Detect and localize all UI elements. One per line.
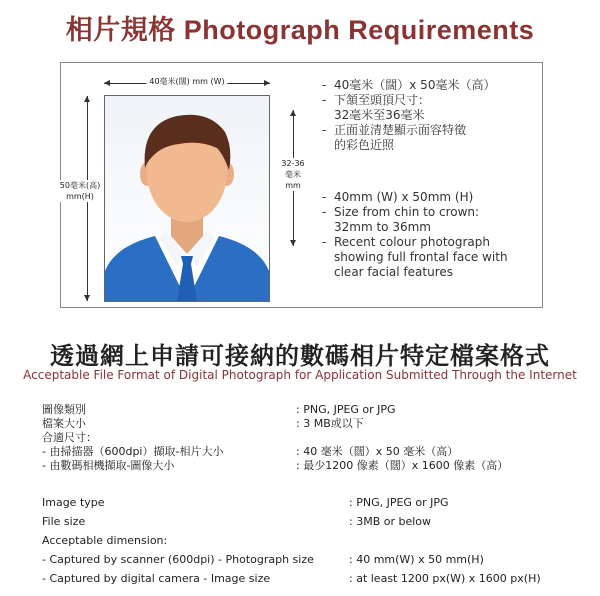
height-label: 50毫米(高) mm(H) bbox=[59, 181, 101, 201]
portrait-illustration-icon bbox=[105, 96, 269, 301]
list-item-continuation: 的彩色近照 bbox=[334, 138, 395, 152]
list-item: - Recent colour photograph bbox=[322, 235, 490, 249]
list-item-continuation: clear facial features bbox=[334, 265, 454, 279]
width-label: 40毫米(闊) mm (W) bbox=[146, 76, 227, 87]
file-format-heading-en: Acceptable File Format of Digital Photograph for Application Submitted Through the Internet bbox=[23, 368, 577, 382]
list-item-continuation: showing full frontal face with bbox=[334, 250, 508, 264]
list-item: - 下頷至頭頂尺寸： bbox=[322, 93, 431, 107]
list-item-continuation: 32毫米至36毫米 bbox=[334, 108, 425, 122]
list-item: - 40毫米（闊）x 50毫米（高） bbox=[322, 78, 496, 92]
list-item: - 40mm (W) x 50mm (H) bbox=[322, 190, 474, 204]
sample-portrait bbox=[104, 95, 270, 302]
list-item: - Size from chin to crown: bbox=[322, 205, 480, 219]
list-item: - 正面並清楚顯示面容特徵 bbox=[322, 123, 467, 137]
requirements-zh bbox=[322, 78, 495, 153]
file-format-heading-zh: 透過網上申請可接納的數碼相片特定檔案格式 bbox=[50, 342, 550, 370]
requirements-en bbox=[322, 190, 508, 280]
chin-crown-label: 32-36 毫米 mm bbox=[276, 158, 310, 191]
list-item-continuation: 32mm to 36mm bbox=[334, 220, 431, 234]
page-title: 相片規格 Photograph Requirements bbox=[65, 15, 535, 45]
width-dimension bbox=[104, 76, 270, 90]
